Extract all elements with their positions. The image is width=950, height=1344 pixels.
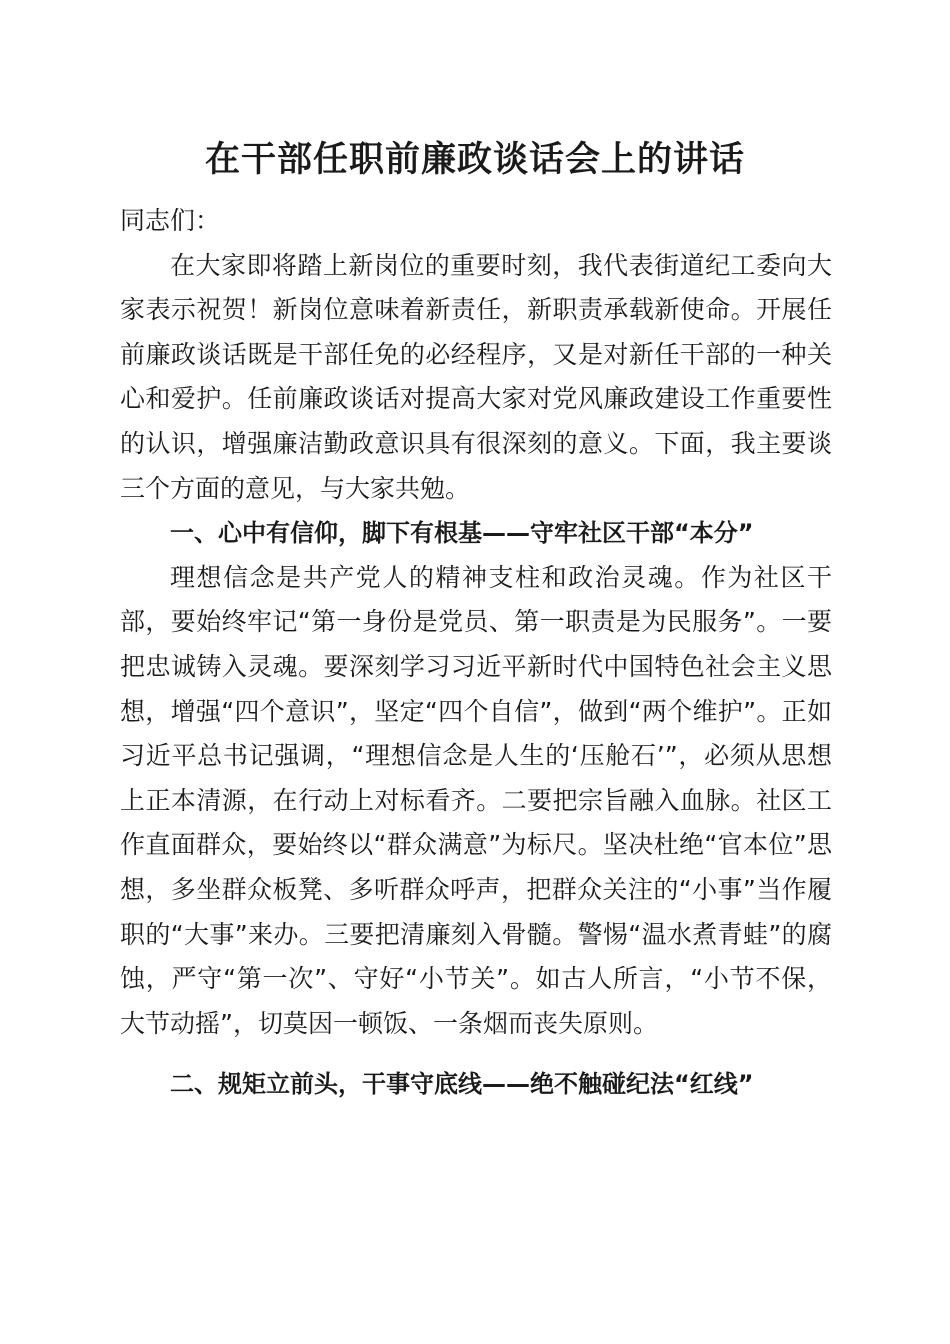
document-body	[120, 199, 832, 1107]
salutation: 同志们：	[120, 206, 221, 235]
document-title: 在干部任职前廉政谈话会上的讲话	[204, 139, 745, 180]
intro-paragraph: 在大家即将踏上新岗位的重要时刻，我代表街道纪工委向大家表示祝贺！新岗位意味着新责任，新职责承载新使命。开展任前廉政谈话既是干部任免的必经程序，又是对新任干部的一种关心和爱护。任前廉政谈话对提高大家对党风廉政建设工作重要性的认识，增强廉洁勤政意识具有很深刻的意义。下面，我主要谈三个方面的意见，与大家共勉。	[120, 250, 832, 503]
section-body-1: 理想信念是共产党人的精神支柱和政治灵魂。作为社区干部，要始终牢记“第一身份是党员、第一职责是为民服务”。一要把忠诚铸入灵魂。要深刻学习习近平新时代中国特色社会主义思想，增强“四个意识”，坚定“四个自信”，做到“两个维护”。正如习近平总书记强调，“理想信念是人生的‘压舱石’”，必须从思想上正本清源，在行动上对标看齐。二要把宗旨融入血脉。社区工作直面群众，要始终以“群众满意”为标尺。坚决杜绝“官本位”思想，多坐群众板凳、多听群众呼声，把群众关注的“小事”当作履职的“大事”来办。三要把清廉刻入骨髓。警惕“温水煮青蛙”的腐蚀，严守“第一次”、守好“小节关”。如古人所言，“小节不保，大节动摇”，切莫因一顿饭、一条烟而丧失原则。	[120, 562, 832, 1038]
section-heading-1: 一、心中有信仰，脚下有根基——守牢社区干部“本分”	[170, 519, 754, 548]
section-heading-2: 二、规矩立前头，干事守底线——绝不触碰纪法“红线”	[170, 1070, 754, 1099]
